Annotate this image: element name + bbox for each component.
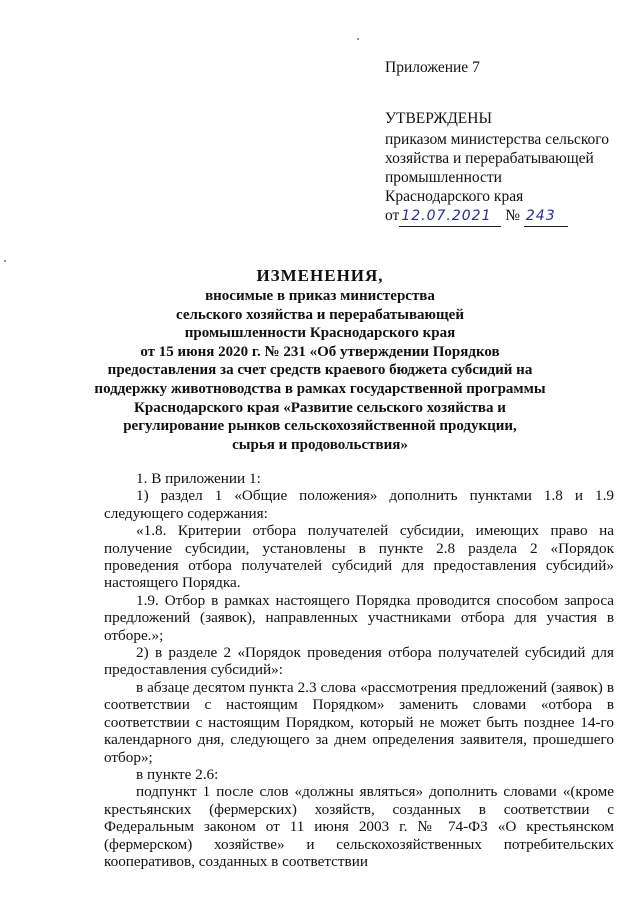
- body-paragraph: подпункт 1 после слов «должны являться» дополнить словами «(кроме крестьянских (фермерских) хозяйств, созданных в соответствии с Федеральным законом от 11 июня 2003 г. № 74-ФЗ «О крестьянском (фермерском) хозяйстве» и сельскохозяйственных потребительских кооперативов, созданных в соответствии: [104, 783, 614, 870]
- heading-line: от 15 июня 2020 г. № 231 «Об утверждении Порядков: [140, 343, 500, 360]
- date-prefix: от: [385, 207, 400, 224]
- heading-line: сельского хозяйства и перерабатывающей: [176, 306, 464, 323]
- approval-line: хозяйства и перерабатывающей: [385, 150, 594, 167]
- scan-speck: [357, 38, 359, 40]
- handwritten-number: 243: [524, 207, 568, 227]
- approval-title: УТВЕРЖДЕНЫ: [385, 110, 492, 127]
- body-paragraph: 1.9. Отбор в рамках настоящего Порядка проводится способом запроса предложений (заявок), направленных участниками отбора для участия в отборе.»;: [104, 591, 614, 644]
- body-paragraph: «1.8. Критерии отбора получателей субсидии, имеющих право на получение субсидии, установлены в пункте 2.8 раздела 2 «Порядок проведения отбора получателей субсидий для предоставления субсидий» настоящего Порядка.: [104, 522, 614, 592]
- approval-line: промышленности: [385, 169, 502, 186]
- heading-line: регулирование рынков сельскохозяйственной продукции,: [123, 418, 517, 435]
- document-body: [104, 470, 614, 870]
- number-prefix: №: [505, 207, 520, 224]
- heading-line: промышленности Краснодарского края: [184, 325, 456, 342]
- heading-title: ИЗМЕНЕНИЯ,: [256, 266, 384, 285]
- body-paragraph: 1) раздел 1 «Общие положения» дополнить пунктами 1.8 и 1.9 следующего содержания:: [104, 487, 614, 522]
- scan-speck: [4, 260, 6, 262]
- heading-line: вносимые в приказ министерства: [205, 288, 435, 304]
- body-paragraph: в пункте 2.6:: [136, 765, 219, 783]
- body-paragraph: в абзаце десятом пункта 2.3 слова «рассмотрения предложений (заявок) в соответствии с настоящим Порядком» заменить словами «отбора в соответствии с настоящим Порядком, который не может быть позднее 14-го календарного дня, следующего за днем определения заявителя, прошедшего отбор»;: [104, 678, 614, 766]
- date-number-line: [385, 206, 625, 227]
- heading-line: поддержку животноводства в рамках государственной программы: [94, 380, 546, 397]
- heading-line: Краснодарского края «Развитие сельского хозяйства и: [134, 399, 506, 416]
- document-heading: [90, 265, 550, 454]
- heading-line: предоставления за счет средств краевого бюджета субсидий на: [107, 362, 533, 379]
- appendix-label: Приложение 7: [385, 59, 480, 76]
- approval-block: [385, 109, 625, 227]
- body-paragraph: 1. В приложении 1:: [136, 470, 261, 487]
- heading-line: сырья и продовольствия»: [232, 436, 408, 453]
- approval-line: приказом министерства сельского: [385, 131, 610, 148]
- approval-line: Краснодарского края: [385, 188, 524, 205]
- body-paragraph: 2) в разделе 2 «Порядок проведения отбора получателей субсидий для предоставления субсидий»:: [104, 644, 614, 679]
- handwritten-date: 12.07.2021: [399, 207, 501, 227]
